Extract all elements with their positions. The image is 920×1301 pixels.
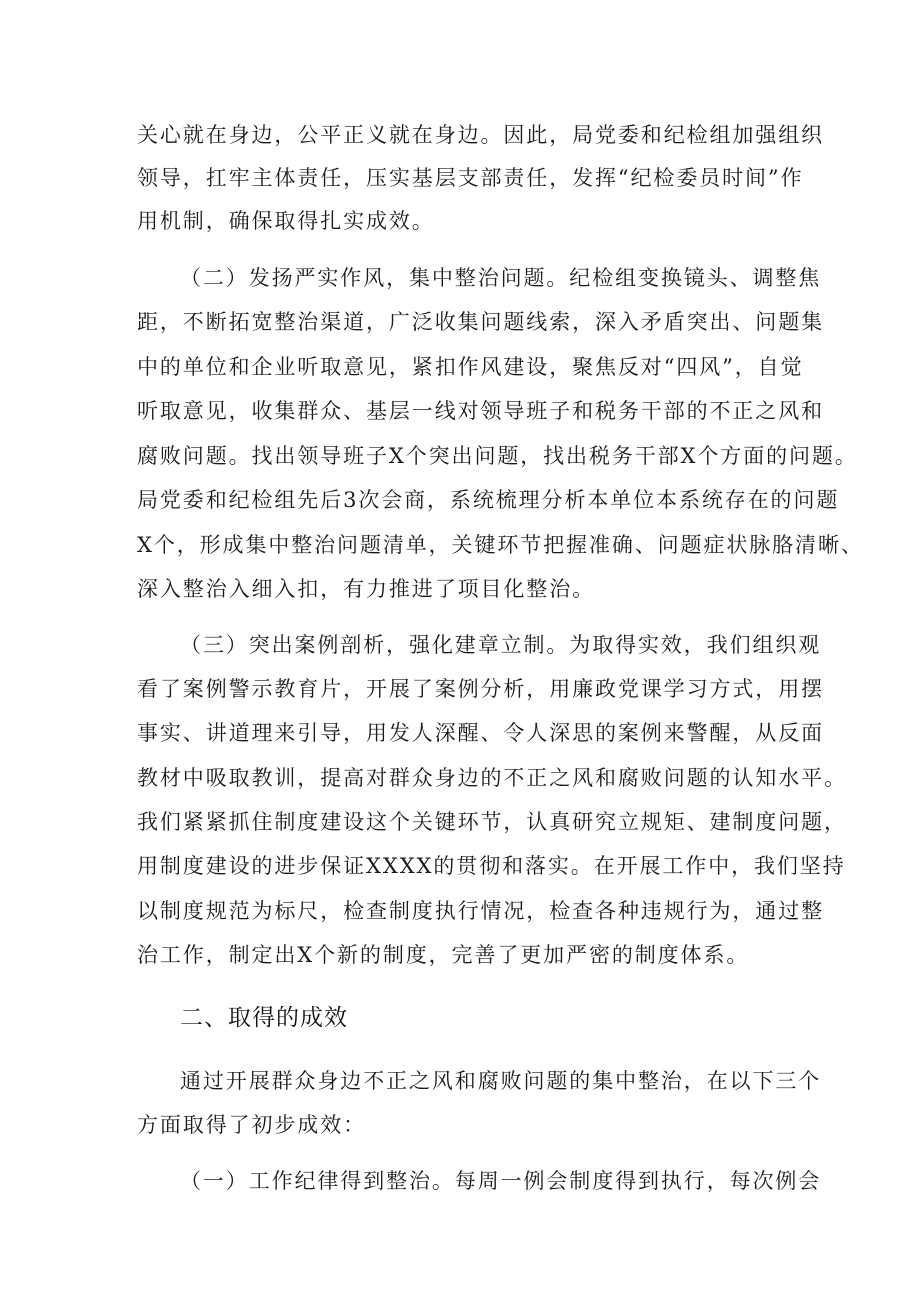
paragraph-line: 中的单位和企业听取意见，紧扣作风建设，聚焦反对“四风”，自觉: [137, 355, 804, 379]
paragraph-line: 领导，扛牢主体责任，压实基层支部责任，发挥“纪检委员时间”作: [137, 166, 804, 190]
paragraph-line: 用机制，确保取得扎实成效。: [137, 209, 435, 233]
paragraph-line: X个，形成集中整治问题清单，关键环节把握准确、问题症状脉胳清晰、: [137, 533, 864, 557]
paragraph-line: 关心就在身边，公平正义就在身边。因此，局党委和纪检组加强组织: [137, 123, 824, 147]
paragraph-line: （一）工作纪律得到整治。每周一例会制度得到执行，每次例会: [180, 1169, 822, 1193]
paragraph-line: 治工作，制定出X个新的制度，完善了更加严密的制度体系。: [137, 943, 750, 967]
paragraph-line: 事实、讲道理来引导，用发人深醒、令人深思的案例来警醒，从反面: [137, 721, 824, 745]
paragraph-line: 我们紧紧抓住制度建设这个关键环节，认真研究立规矩、建制度问题，: [137, 810, 847, 834]
paragraph-line: 深入整治入细入扣，有力推进了项目化整治。: [137, 577, 595, 601]
paragraph-line: （二）发扬严实作风，集中整治问题。纪检组变换镜头、调整焦: [180, 266, 822, 290]
paragraph-line: 看了案例警示教育片，开展了案例分析，用廉政党课学习方式，用摆: [137, 677, 824, 701]
paragraph-line: 局党委和纪检组先后3次会商，系统梳理分析本单位本系统存在的问题: [137, 488, 840, 512]
paragraph-line: 腐败问题。找出领导班子X个突出问题，找出税务干部X个方面的问题。: [137, 444, 858, 468]
paragraph-line: 距，不断拓宽整治渠道，广泛收集问题线索，深入矛盾突出、问题集: [137, 310, 824, 334]
paragraph-line: 通过开展群众身边不正之风和腐败问题的集中整治，在以下三个: [180, 1069, 822, 1093]
paragraph-line: （三）突出案例剖析，强化建章立制。为取得实效，我们组织观: [180, 633, 822, 657]
paragraph-line: 听取意见，收集群众、基层一线对领导班子和税务干部的不正之风和: [137, 399, 824, 423]
section-heading: 二、取得的成效: [180, 1005, 348, 1031]
paragraph-line: 方面取得了初步成效：: [137, 1113, 366, 1137]
paragraph-line: 用制度建设的进步保证XXXX的贯彻和落实。在开展工作中，我们坚持: [137, 854, 846, 878]
paragraph-line: 以制度规范为标尺，检查制度执行情况，检查各种违规行为，通过整: [137, 899, 824, 923]
paragraph-line: 教材中吸取教训，提高对群众身边的不正之风和腐败问题的认知水平。: [137, 766, 847, 790]
